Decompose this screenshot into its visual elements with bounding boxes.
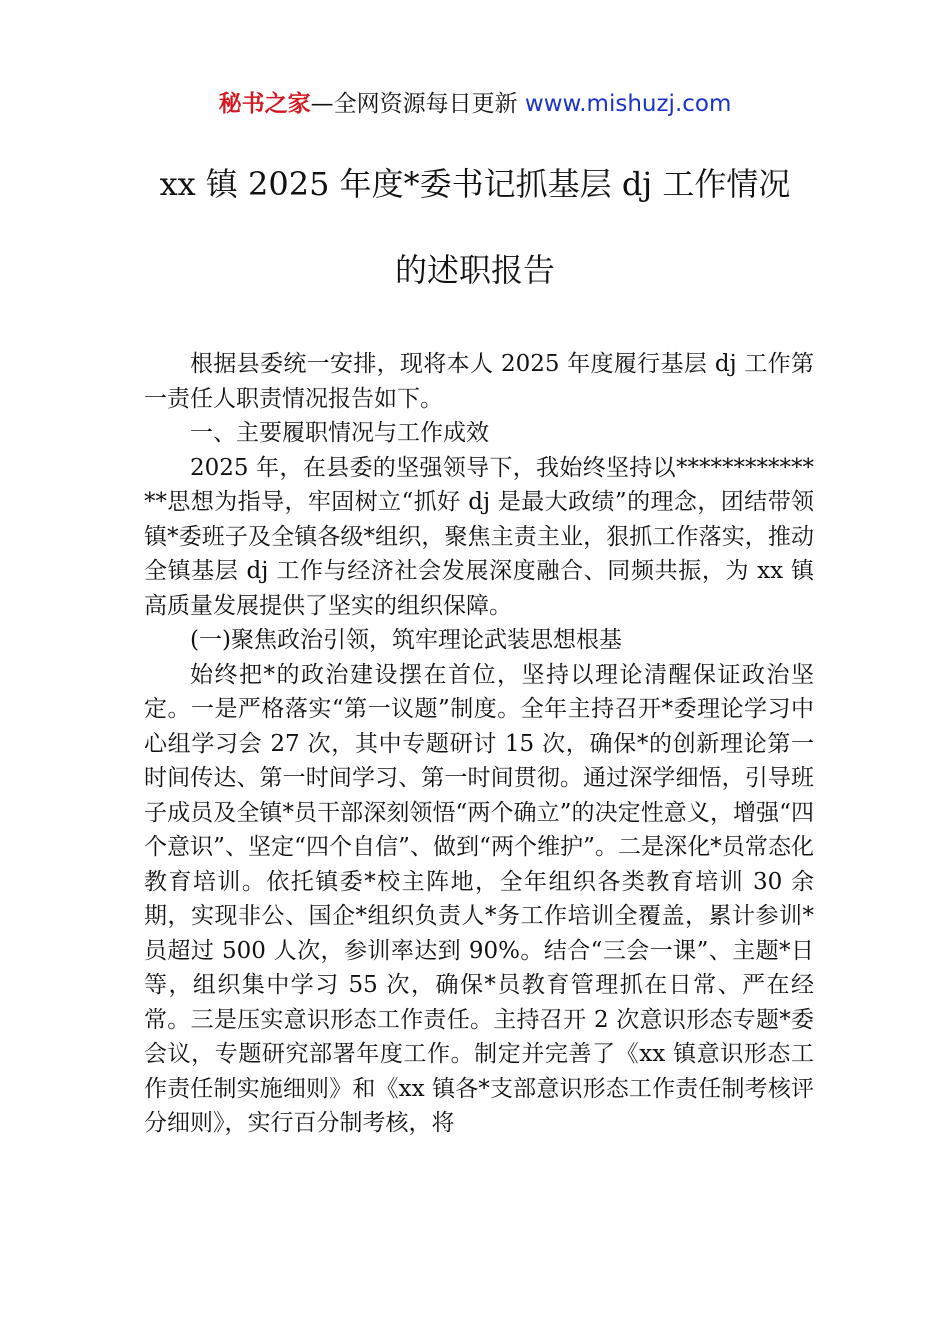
header-slogan: —全网资源每日更新 bbox=[310, 91, 525, 117]
brand-name: 秘书之家 bbox=[218, 91, 311, 117]
document-body bbox=[144, 347, 814, 1141]
site-header bbox=[0, 88, 950, 120]
section-heading: 一、主要履职情况与工作成效 bbox=[190, 420, 489, 446]
title-line-2: 的述职报告 bbox=[394, 251, 555, 289]
intro-paragraph: 根据县委统一安排，现将本人 2025 年度履行基层 dj 工作第一责任人职责情况报告如下。 bbox=[144, 351, 814, 412]
overview-paragraph: 2025 年，在县委的坚强领导下，我始终坚持以**************思想为指导，牢固树立“抓好 dj 是最大政绩”的理念，团结带领镇*委班子及全镇各级*组织，聚焦主责主业，狠抓工作落实，推动全镇基层 dj 工作与经济社会发展深度融合、同频共振，为 xx 镇高质量发展提供了坚实的组织保障。 bbox=[144, 454, 814, 619]
detail-paragraph: 始终把*的政治建设摆在首位，坚持以理论清醒保证政治坚定。一是严格落实“第一议题”制度。全年主持召开*委理论学习中心组学习会 27 次，其中专题研讨 15 次，确保*的创新理论第一时间传达、第一时间学习、第一时间贯彻。通过深学细悟，引导班子成员及全镇*员干部深刻领悟“两个确立”的决定性意义，增强“四个意识”、坚定“四个自信”、做到“两个维护”。二是深化*员常态化教育培训。依托镇委*校主阵地，全年组织各类教育培训 30 余期，实现非公、国企*组织负责人*务工作培训全覆盖，累计参训*员超过 500 人次，参训率达到 90%。结合“三会一课”、主题*日等，组织集中学习 55 次，确保*员教育管理抓在日常、严在经常。三是压实意识形态工作责任。主持召开 2 次意识形态专题*委会议，专题研究部署年度工作。制定并完善了《xx 镇意识形态工作责任制实施细则》和《xx 镇各*支部意识形态工作责任制考核评分细则》，实行百分制考核，将 bbox=[144, 661, 814, 1136]
document-title bbox=[100, 160, 850, 294]
subsection-heading: (一)聚焦政治引领，筑牢理论武装思想根基 bbox=[190, 627, 622, 653]
title-line-1: xx 镇 2025 年度*委书记抓基层 dj 工作情况 bbox=[159, 165, 791, 203]
site-url[interactable]: www.mishuzj.com bbox=[524, 91, 732, 117]
